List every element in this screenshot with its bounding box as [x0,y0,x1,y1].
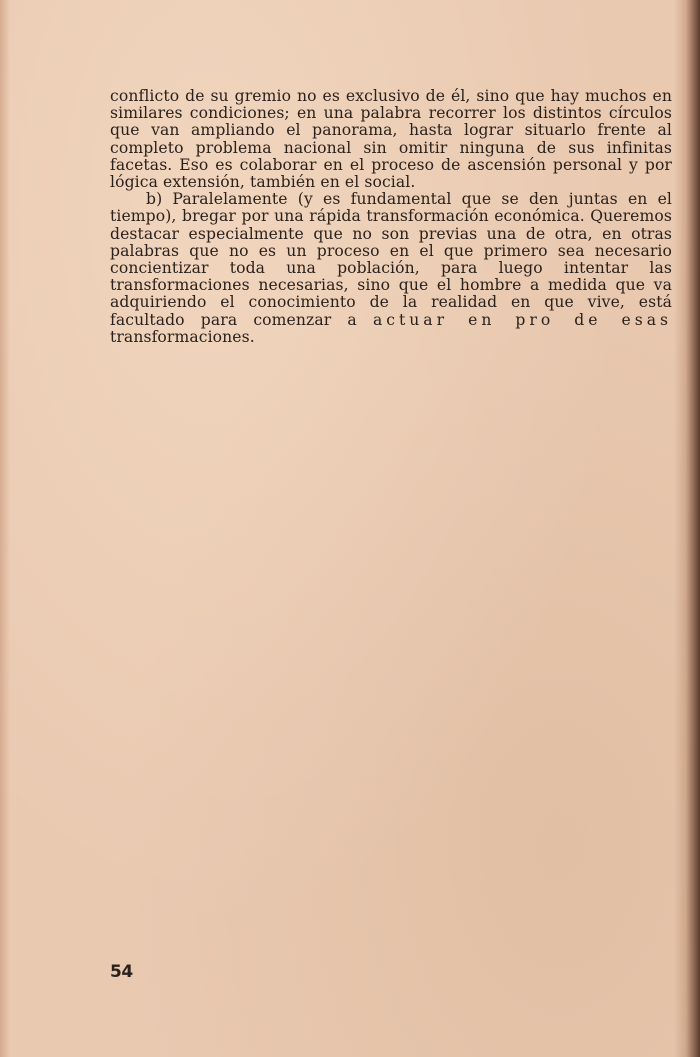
paragraph-2 [110,191,672,346]
book-binding-edge [674,0,700,1057]
body-text [110,88,672,346]
paragraph-2-final: transformaciones. [110,327,255,346]
paragraph-2-spaced-text: actuar en pro de esas [372,310,673,329]
paragraph-1: conflicto de su gremio no es exclusivo de él, sino que hay muchos en similares condiciones; en una palabra recorrer los distintos círculos que van ampliando el panorama, hasta lograr situarlo frente al completo problema nacional sin omitir ninguna de sus infinitas facetas. Eso es colaborar en el proceso de ascensión personal y por lógica extensión, también en el social. [110,87,672,192]
page-left-shadow [0,0,10,1057]
page-number: 54 [110,962,133,982]
paragraph-2-text: b) Paralelamente (y es fundamental que se den juntas en el tiempo), bregar por una rápida transformación económica. Queremos destacar especialmente que no son previas una de otra, en otras palabras que no es un proceso en el que primero sea necesario concientizar toda una población, para luego intentar las transformaciones necesarias, sino que el hombre a medida que va adquiriendo el conocimiento de la realidad en que vive, está facultado para comenzar a [110,190,672,329]
